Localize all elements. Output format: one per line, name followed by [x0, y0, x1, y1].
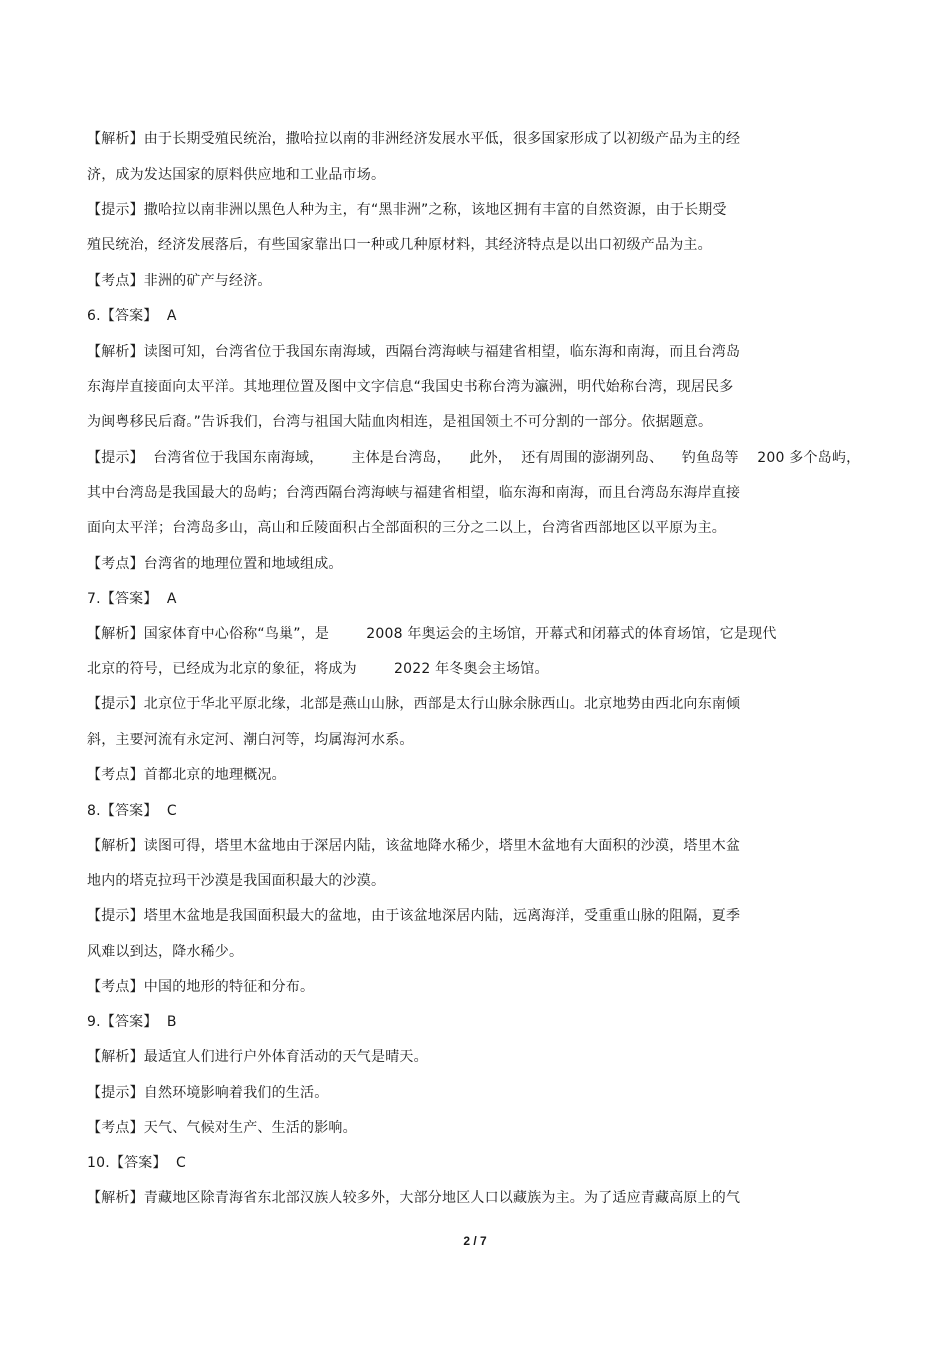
- text-line: 北京的符号，已经成为北京的象征，将成为 2022 年冬奥会主场馆。: [87, 661, 549, 677]
- text-line: 东海岸直接面向太平洋。其地理位置及图中文字信息“我国史书称台湾为瀛洲，明代始称台湾，现居民多: [87, 379, 734, 395]
- text-line: 【解析】最适宜人们进行户外体育活动的天气是晴天。: [87, 1049, 428, 1065]
- text-line: 【考点】天气、气候对生产、生活的影响。: [87, 1120, 357, 1136]
- text-line: 【提示】塔里木盆地是我国面积最大的盆地，由于该盆地深居内陆，远离海洋，受重重山脉的阻隔，夏季: [87, 908, 741, 924]
- text-line: 【提示】撒哈拉以南非洲以黑色人种为主，有“黑非洲”之称，该地区拥有丰富的自然资源，由于长期受: [87, 202, 727, 218]
- answer-heading: 8.【答案】 C: [87, 803, 177, 819]
- answer-heading: 10.【答案】 C: [87, 1155, 186, 1171]
- text-line: 【考点】非洲的矿产与经济。: [87, 273, 272, 289]
- text-line: 【提示】自然环境影响着我们的生活。: [87, 1085, 329, 1101]
- text-line: 【考点】首都北京的地理概况。: [87, 767, 286, 783]
- text-line: 面向太平洋；台湾岛多山，高山和丘陵面积占全部面积的三分之二以上，台湾省西部地区以平原为主。: [87, 520, 726, 536]
- page-number: 2 / 7: [463, 1234, 487, 1248]
- text-line: 【解析】青藏地区除青海省东北部汉族人较多外，大部分地区人口以藏族为主。为了适应青藏高原上的气: [87, 1190, 741, 1206]
- text-line: 【考点】中国的地形的特征和分布。: [87, 979, 315, 995]
- text-line: 【解析】国家体育中心俗称“鸟巢”，是 2008 年奥运会的主场馆，开幕式和闭幕式的体育场馆，它是现代: [87, 626, 777, 642]
- text-line: 风难以到达，降水稀少。: [87, 944, 244, 960]
- text-line: 其中台湾岛是我国最大的岛屿；台湾西隔台湾海峡与福建省相望，临东海和南海，而且台湾岛东海岸直接: [87, 485, 741, 501]
- text-line: 【提示】北京位于华北平原北缘，北部是燕山山脉，西部是太行山脉余脉西山。北京地势由西北向东南倾: [87, 696, 741, 712]
- text-line: 地内的塔克拉玛干沙漠是我国面积最大的沙漠。: [87, 873, 386, 889]
- text-line: 【解析】读图可得，塔里木盆地由于深居内陆，该盆地降水稀少，塔里木盆地有大面积的沙漠，塔里木盆: [87, 838, 741, 854]
- text-line: 【考点】台湾省的地理位置和地域组成。: [87, 556, 343, 572]
- text-line: 【提示】 台湾省位于我国东南海域， 主体是台湾岛， 此外， 还有周围的澎湖列岛、 钓鱼岛等 200 多个岛屿，: [87, 450, 861, 466]
- answer-heading: 6.【答案】 A: [87, 308, 177, 324]
- text-line: 为闽粤移民后裔。”告诉我们，台湾与祖国大陆血肉相连，是祖国领土不可分割的一部分。依据题意。: [87, 414, 713, 430]
- text-line: 【解析】读图可知，台湾省位于我国东南海域，西隔台湾海峡与福建省相望，临东海和南海，而且台湾岛: [87, 344, 741, 360]
- text-line: 殖民统治，经济发展落后，有些国家靠出口一种或几种原材料，其经济特点是以出口初级产品为主。: [87, 237, 712, 253]
- answer-heading: 7.【答案】 A: [87, 591, 177, 607]
- text-line: 济，成为发达国家的原料供应地和工业品市场。: [87, 167, 386, 183]
- answer-heading: 9.【答案】 B: [87, 1014, 177, 1030]
- text-line: 【解析】由于长期受殖民统治，撒哈拉以南的非洲经济发展水平低，很多国家形成了以初级产品为主的经: [87, 131, 741, 147]
- text-line: 斜，主要河流有永定河、潮白河等，均属海河水系。: [87, 732, 414, 748]
